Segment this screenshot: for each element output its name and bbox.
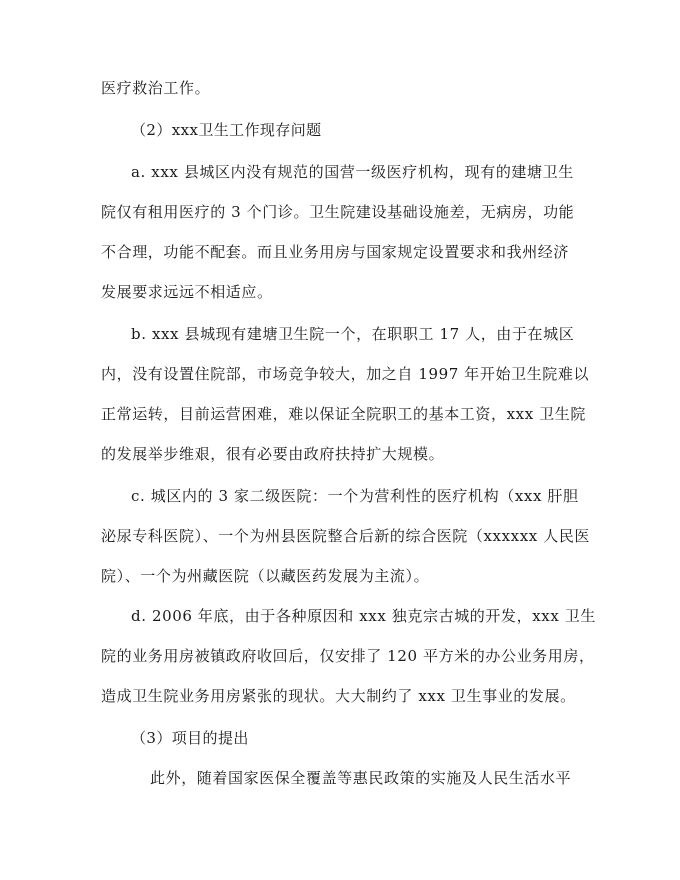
section-3-heading: （3）项目的提出: [131, 729, 249, 747]
item-b-line: 内，没有设置住院部，市场竞争较大，加之自 1997 年开始卫生院难以: [101, 365, 590, 383]
item-a-line: 发展要求远远不相适应。: [101, 283, 273, 301]
item-d-line: 院的业务用房被镇政府收回后，仅安排了 120 平方米的办公业务用房，: [101, 647, 595, 665]
item-d-line: d. 2006 年底，由于各种原因和 xxx 独克宗古城的开发，xxx 卫生: [131, 607, 596, 625]
item-c-line: 泌尿专科医院）、一个为州县医院整合后新的综合医院（xxxxxx 人民医: [101, 527, 591, 545]
section-2-heading: （2）xxx卫生工作现存问题: [131, 121, 322, 139]
item-b-line: 正常运转，目前运营困难，难以保证全院职工的基本工资，xxx 卫生院: [101, 405, 586, 423]
item-c-line: c. 城区内的 3 家二级医院：一个为营利性的医疗机构（xxx 肝胆: [131, 487, 579, 505]
item-b-line: b. xxx 县城现有建塘卫生院一个，在职职工 17 人，由于在城区: [131, 325, 575, 343]
item-d-line: 造成卫生院业务用房紧张的现状。大大制约了 xxx 卫生事业的发展。: [101, 687, 576, 705]
item-a-line: a. xxx 县城区内没有规范的国营一级医疗机构，现有的建塘卫生: [131, 163, 574, 181]
item-b-line: 的发展举步维艰，很有必要由政府扶持扩大规模。: [101, 445, 445, 463]
item-c-line: 院）、一个为州藏医院（以藏医药发展为主流）。: [101, 567, 430, 585]
item-a-line: 院仅有租用医疗的 3 个门诊。卫生院建设基础设施差，无病房，功能: [101, 203, 575, 221]
paragraph-continuation: 医疗救治工作。: [101, 79, 211, 97]
item-a-line: 不合理，功能不配套。而且业务用房与国家规定设置要求和我州经济: [101, 243, 570, 261]
section-3-line: 此外，随着国家医保全覆盖等惠民政策的实施及人民生活水平: [150, 769, 572, 787]
